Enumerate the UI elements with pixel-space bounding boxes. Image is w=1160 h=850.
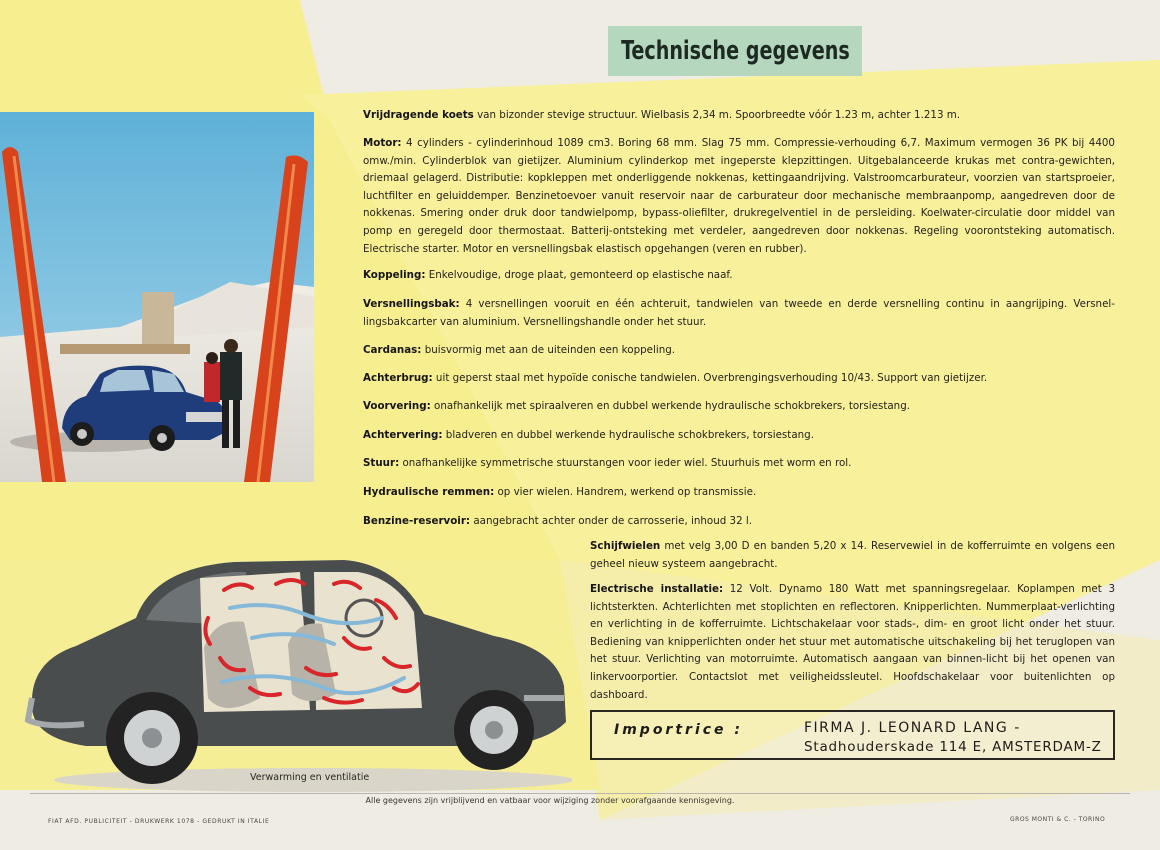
page-title-box <box>608 26 862 76</box>
spec-text: bladveren en dubbel werkende hydraulische schokbrekers, torsiestang. <box>442 429 814 441</box>
spec-label: Stuur: <box>363 457 400 469</box>
spec-text: met velg 3,00 D en banden 5,20 x 14. Reservewiel in de kofferruimte en volgens een geheel nieuw systeem aangebracht. <box>590 540 1115 570</box>
importer-box <box>590 710 1115 760</box>
importer-firm: FIRMA J. LEONARD LANG - <box>804 720 1021 736</box>
spec-label: Vrijdragende koets <box>363 109 474 121</box>
spec-gearbox <box>363 296 1115 331</box>
page-title: Technische gegevens <box>620 36 850 66</box>
spec-label: Koppeling: <box>363 269 426 281</box>
spec-label: Motor: <box>363 137 402 149</box>
spec-text: op vier wielen. Handrem, werkend op transmissie. <box>494 486 757 498</box>
footer-rule <box>30 793 1130 794</box>
spec-label: Achterbrug: <box>363 372 433 384</box>
spec-label: Cardanas: <box>363 344 422 356</box>
spec-rear-suspension <box>363 427 1115 445</box>
spec-text: buisvormig met aan de uiteinden een koppeling. <box>421 344 676 356</box>
spec-text: Enkelvoudige, droge plaat, gemonteerd op elastische naaf. <box>425 269 733 281</box>
illustration-caption: Verwarming en ventilatie <box>250 772 370 783</box>
spec-label: Voorvering: <box>363 400 431 412</box>
spec-wheels <box>590 538 1115 573</box>
ski-resort-photo <box>0 112 314 482</box>
importer-address: Stadhouderskade 114 E, AMSTERDAM-Z <box>804 739 1102 755</box>
spec-text: uit geperst staal met hypoïde conische tandwielen. Overbrengingsverhouding 10/43. Support van gietijzer. <box>432 372 988 384</box>
spec-body <box>363 107 1115 125</box>
print-info: FIAT AFD. PUBLICITEIT - DRUKWERK 1078 - GEDRUKT IN ITALIE <box>48 818 270 825</box>
spec-label: Schijfwielen <box>590 540 661 552</box>
spec-text: onafhankelijke symmetrische stuurstangen voor ieder wiel. Stuurhuis met worm en rol. <box>399 457 852 469</box>
spec-text: onafhankelijk met spiraalveren en dubbel werkende hydraulische schokbrekers, torsiestang. <box>430 400 911 412</box>
spec-driveshaft <box>363 342 1115 360</box>
spec-brakes <box>363 484 1115 502</box>
spec-text: van bizonder stevige structuur. Wielbasis 2,34 m. Spoorbreedte vóór 1.23 m, achter 1.213 m. <box>473 109 961 121</box>
spec-label: Versnellingsbak: <box>363 298 460 310</box>
disclaimer: Alle gegevens zijn vrijblijvend en vatbaar voor wijziging zonder voorafgaande kennisgeving. <box>365 796 735 805</box>
spec-fuel-tank <box>363 513 1115 531</box>
spec-text: 4 versnellingen vooruit en één achteruit, tandwielen van tweede en derde versnelling continu in aangrijping. Versnel-lingsbakcarter van aluminium. Versnellingshandle onder het stuur. <box>363 298 1115 328</box>
spec-electrical <box>590 581 1115 704</box>
spec-label: Benzine-reservoir: <box>363 515 471 527</box>
spec-steering <box>363 455 1115 473</box>
spec-text: 4 cylinders - cylinderinhoud 1089 cm3. Boring 68 mm. Slag 75 mm. Compressie-verhouding 6,7. Maximum vermogen 36 PK bij 4400 omw./min. Cylinderblok van gietijzer. Aluminium cylinderkop met ingeperste klepzittingen. Uitgebalanceerde krukas met contra-gewichten, driemaal gelagerd. Distributie: kopkleppen met onderliggende nokkenas, kettingaandrijving. Valstroomcarburateur, voorzien van startsproeier, luchtfilter en geluiddemper. Benzinetoevoer vanuit reservoir naar de carburateur door mechanische membraanpomp, aangedreven door de nokkenas. Smering onder druk door tandwielpomp, bypass-oliefilter, drukregelventiel in de persleiding. Koelwater-circulatie door middel van pomp en geregeld door thermostaat. Batterij-ontsteking met verdeler, aangedreven door nokkenas. Regeling voorontsteking automatisch. Electrische starter. Motor en versnellingsbak elastisch opgehangen (veren en rubber). <box>363 137 1115 255</box>
spec-front-suspension <box>363 398 1115 416</box>
printer-name: GROS MONTI & C. - TORINO <box>1010 816 1106 823</box>
spec-clutch <box>363 267 1115 285</box>
spec-rear-axle <box>363 370 1115 388</box>
spec-text: aangebracht achter onder de carrosserie, inhoud 32 l. <box>470 515 753 527</box>
spec-label: Electrische installatie: <box>590 583 724 595</box>
spec-label: Achtervering: <box>363 429 443 441</box>
spec-motor <box>363 135 1115 258</box>
importer-label: Importrice : <box>614 722 744 738</box>
spec-text: 12 Volt. Dynamo 180 Watt met spanningsregelaar. Koplampen met 3 lichtsterkten. Achterlichten met stoplichten en reflectoren. Knipperlichten. Nummerplaat-verlichting en verlichting in de kofferruimte. Lichtschakelaar voor stads-, dim- en groot licht onder het stuur. Bediening van knipperlichten onder het stuur met automatische uitschakeling bij het teruglopen van het stuur. Verlichting van motorruimte. Automatisch aangaan van binnen-licht bij het openen van linkervoorportier. Contactslot met veiligheidssleutel. Hoofdschakelaar voor buitenlichten op dashboard. <box>590 583 1115 701</box>
spec-label: Hydraulische remmen: <box>363 486 495 498</box>
car-heating-illustration <box>24 548 572 796</box>
